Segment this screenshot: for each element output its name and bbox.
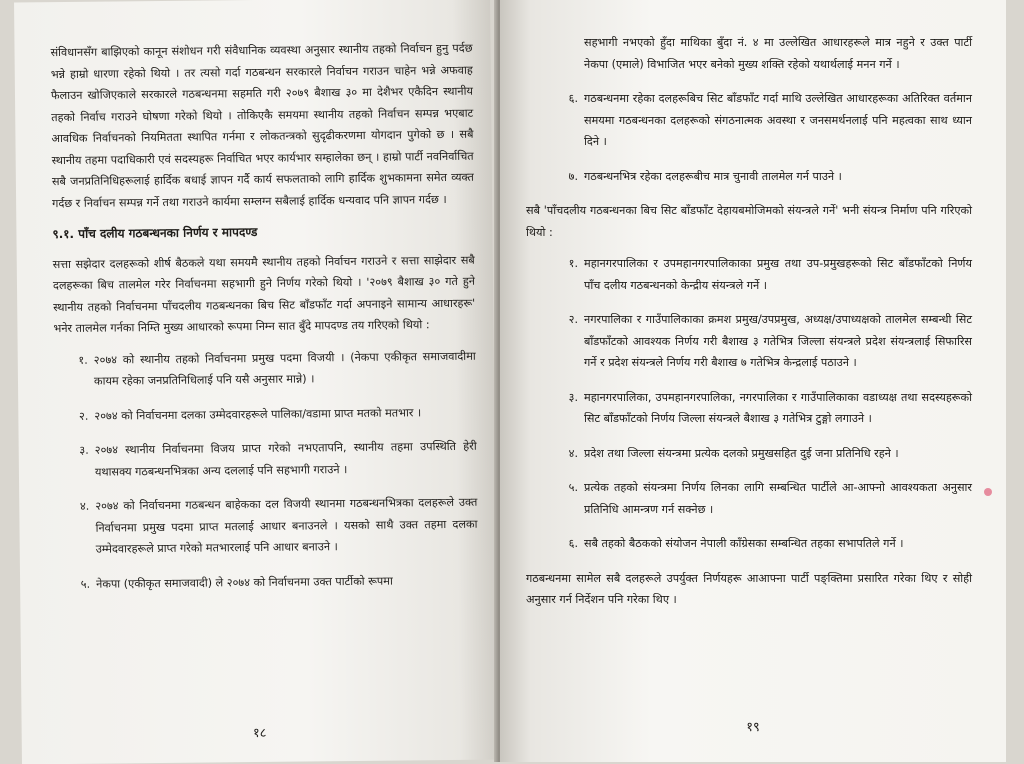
criteria-list-continued (526, 88, 972, 187)
list-item: ३. २०७४ स्थानीय निर्वाचनमा विजय प्राप्त गरेको नभएतापनि, स्थानीय तहमा उपस्थिति हेरी यथासक्य गठबन्धनभित्रका अन्य दललाई पनि सहभागी गराउने । (79, 439, 477, 479)
page-number: १९ (746, 719, 760, 735)
section-paragraph: सत्ता सझेदार दलहरूको शीर्ष बैठकले यथा समयमै स्थानीय तहको निर्वाचन गराउने र सत्ता साझेदार सबै दलहरूका बिच तालमेल गरेर निर्वाचनमा सहभागी हुने निर्णय गरेको थियो । '२०७९ बैशाख ३० गते हुने स्थानीय तहको निर्वाचनमा पाँचदलीय गठबन्धनका बिच सिट बाँडफाँट गर्दा अपनाइने सामान्य आधारहरू' भनेर तालमेल गर्नका निम्ति मुख्य आधारको रूपमा निम्न सात बुँदे मापदण्ड तय गरिएको थियो : (52, 253, 476, 336)
list-item: ५. नेकपा (एकीकृत समाजवादी) ले २०७४ को निर्वाचनमा उक्त पार्टीको रूपमा (80, 574, 393, 591)
section-heading: ९.१. पाँच दलीय गठबन्धनका निर्णय र मापदण्ड (52, 224, 258, 242)
intro-paragraph: संविधानसँग बाझिएको कानून संशोधन गरी संवैधानिक व्यवस्था अनुसार स्थानीय तहको निर्वाचन हुनु पर्दछ भन्ने हाम्रो धारणा रहेको थियो । तर त्यसो गर्दा गठबन्धन सरकारले निर्वाचन गराउन चाहेन भन्ने अफवाह फैलाउन खोजिएकाले सरकारले गठबन्धनमा सहमति गरी २०७९ बैशाख ३० मा देशैभर एकैदिन स्थानीय तहको निर्वाच गराउने घोषणा गरेको थियो । तोकिएकै समयमा स्थानीय तहको निर्वाचन सम्पन्न भएबाट आवधिक निर्वाचनको नियमितता स्थापित गर्नमा र लोकतन्त्रको सुदृढीकरणमा योगदान पुगेको छ । सबै स्थानीय तहमा पदाधिकारी एवं सदस्यहरू निर्वाचित भएर कार्यभार सम्हालेका छन् । हाम्रो पार्टी नवनिर्वाचित सबै जनप्रतिनिधिहरूलाई हार्दिक बधाई ज्ञापन गर्दै कार्य सफलताको लागि हार्दिक शुभकामना समेत व्यक्त गर्दछ र निर्वाचन सम्पन्न गर्ने तथा गराउने कार्यमा सम्लग्न सबैलाई हार्दिक धन्यवाद पनि ज्ञापन गर्दछ । (50, 41, 474, 210)
list-item: ४. २०७४ को निर्वाचनमा गठबन्धन बाहेकका दल विजयी स्थानमा गठबन्धनभित्रका दलहरूले उक्त निर्वाचनमा प्रमुख पदमा प्राप्त मतलाई आधार बनाउनले । यसको साथै उक्त तहमा दलका उम्मेदवारहरूले प्राप्त गरेको मतभारलाई पनि आधार बनाउने । (79, 495, 478, 556)
criteria-list (54, 345, 479, 595)
list-item: २. नगरपालिका र गाउँपालिकाका क्रमश प्रमुख/उपप्रमुख, अध्यक्ष/उपाध्यक्षको तालमेल सम्बन्धी सिट बाँडफाँटको आवश्यक निर्णय गरी बैशाख ३ गतेभित्र जिल्ला संयन्त्रले प्रदेश संयन्त्रलाई सिफारिस गर्ने र प्रदेश संयन्त्रले निर्णय गरी बैशाख ७ गतेभित्र केन्द्रलाई पठाउने । (568, 313, 972, 369)
list-item: २. २०७४ को निर्वाचनमा दलका उम्मेदवारहरूले पालिका/वडामा प्राप्त मतको मतभार । (78, 405, 422, 423)
list-item: ७. गठबन्धनभित्र रहेका दलहरूबीच मात्र चुनावी तालमेल गर्न पाउने । (568, 169, 842, 183)
list-item: सहभागी नभएको हुँदा माथिका बुँदा नं. ४ मा उल्लेखित आधारहरूले मात्र नहुने र उक्त पार्टी नेकपा (एमाले) विभाजित भएर बनेको मुख्य शक्ति रहेको यथार्थलाई मनन गर्ने । (584, 36, 972, 71)
list-item: ३. महानगरपालिका, उपमहानगरपालिका, नगरपालिका र गाउँपालिकाका वडाध्यक्ष तथा सदस्यहरूको सिट बाँडफाँटको निर्णय जिल्ला संयन्त्रले बैशाख ३ गतेभित्र टुङ्गो लगाउने । (568, 390, 972, 425)
page-number: १८ (252, 725, 267, 741)
mechanism-paragraph: सबै 'पाँचदलीय गठबन्धनका बिच सिट बाँडफाँट देहायबमोजिमको संयन्त्रले गर्ने' भनी संयन्त्र निर्माण पनि गरिएको थियो : (526, 204, 972, 239)
mechanism-list (526, 253, 972, 555)
continued-item (526, 32, 972, 75)
list-item: ५. प्रत्येक तहको संयन्त्रमा निर्णय लिनका लागि सम्बन्धित पार्टीले आ-आफ्नो आवश्यकता अनुसार प्रतिनिधि आमन्त्रण गर्न सक्नेछ । (568, 481, 972, 516)
closing-paragraph: गठबन्धनमा सामेल सबै दलहरूले उपर्युक्त निर्णयहरू आआफ्ना पार्टी पङ्क्तिमा प्रसारित गरेका थिए र सोही अनुसार गर्न निर्देशन पनि गरेका थिए । (526, 571, 972, 606)
list-item: ६. सबै तहको बैठकको संयोजन नेपाली काँग्रेसका सम्बन्धित तहका सभापतिले गर्ने । (568, 537, 904, 550)
list-item: १. महानगरपालिका र उपमहानगरपालिकाका प्रमुख तथा उप-प्रमुखहरूको सिट बाँडफाँटको निर्णय पाँच दलीय गठबन्धनको केन्द्रीय संयन्त्रले गर्ने । (568, 257, 972, 292)
right-page (500, 0, 1006, 762)
ink-spot (984, 488, 992, 496)
list-item: ६. गठबन्धनमा रहेका दलहरूबिच सिट बाँडफाँट गर्दा माथि उल्लेखित आधारहरूका अतिरिक्त वर्तमान समयमा गठबन्धनका दलहरूको संगठनात्मक अवस्था र जनसमर्थनलाई पनि महत्वका साथ ध्यान दिने । (568, 92, 972, 148)
list-item: ४. प्रदेश तथा जिल्ला संयन्त्रमा प्रत्येक दलको प्रमुखसहित दुई जना प्रतिनिधि रहने । (568, 446, 899, 460)
left-page (14, 0, 498, 764)
list-item: १. २०७४ को स्थानीय तहको निर्वाचनमा प्रमुख पदमा विजयी । (नेकपा एकीकृत समाजवादीमा कायम रहेका जनप्रतिनिधिलाई पनि यसै अनुसार मान्ने) । (78, 349, 476, 388)
